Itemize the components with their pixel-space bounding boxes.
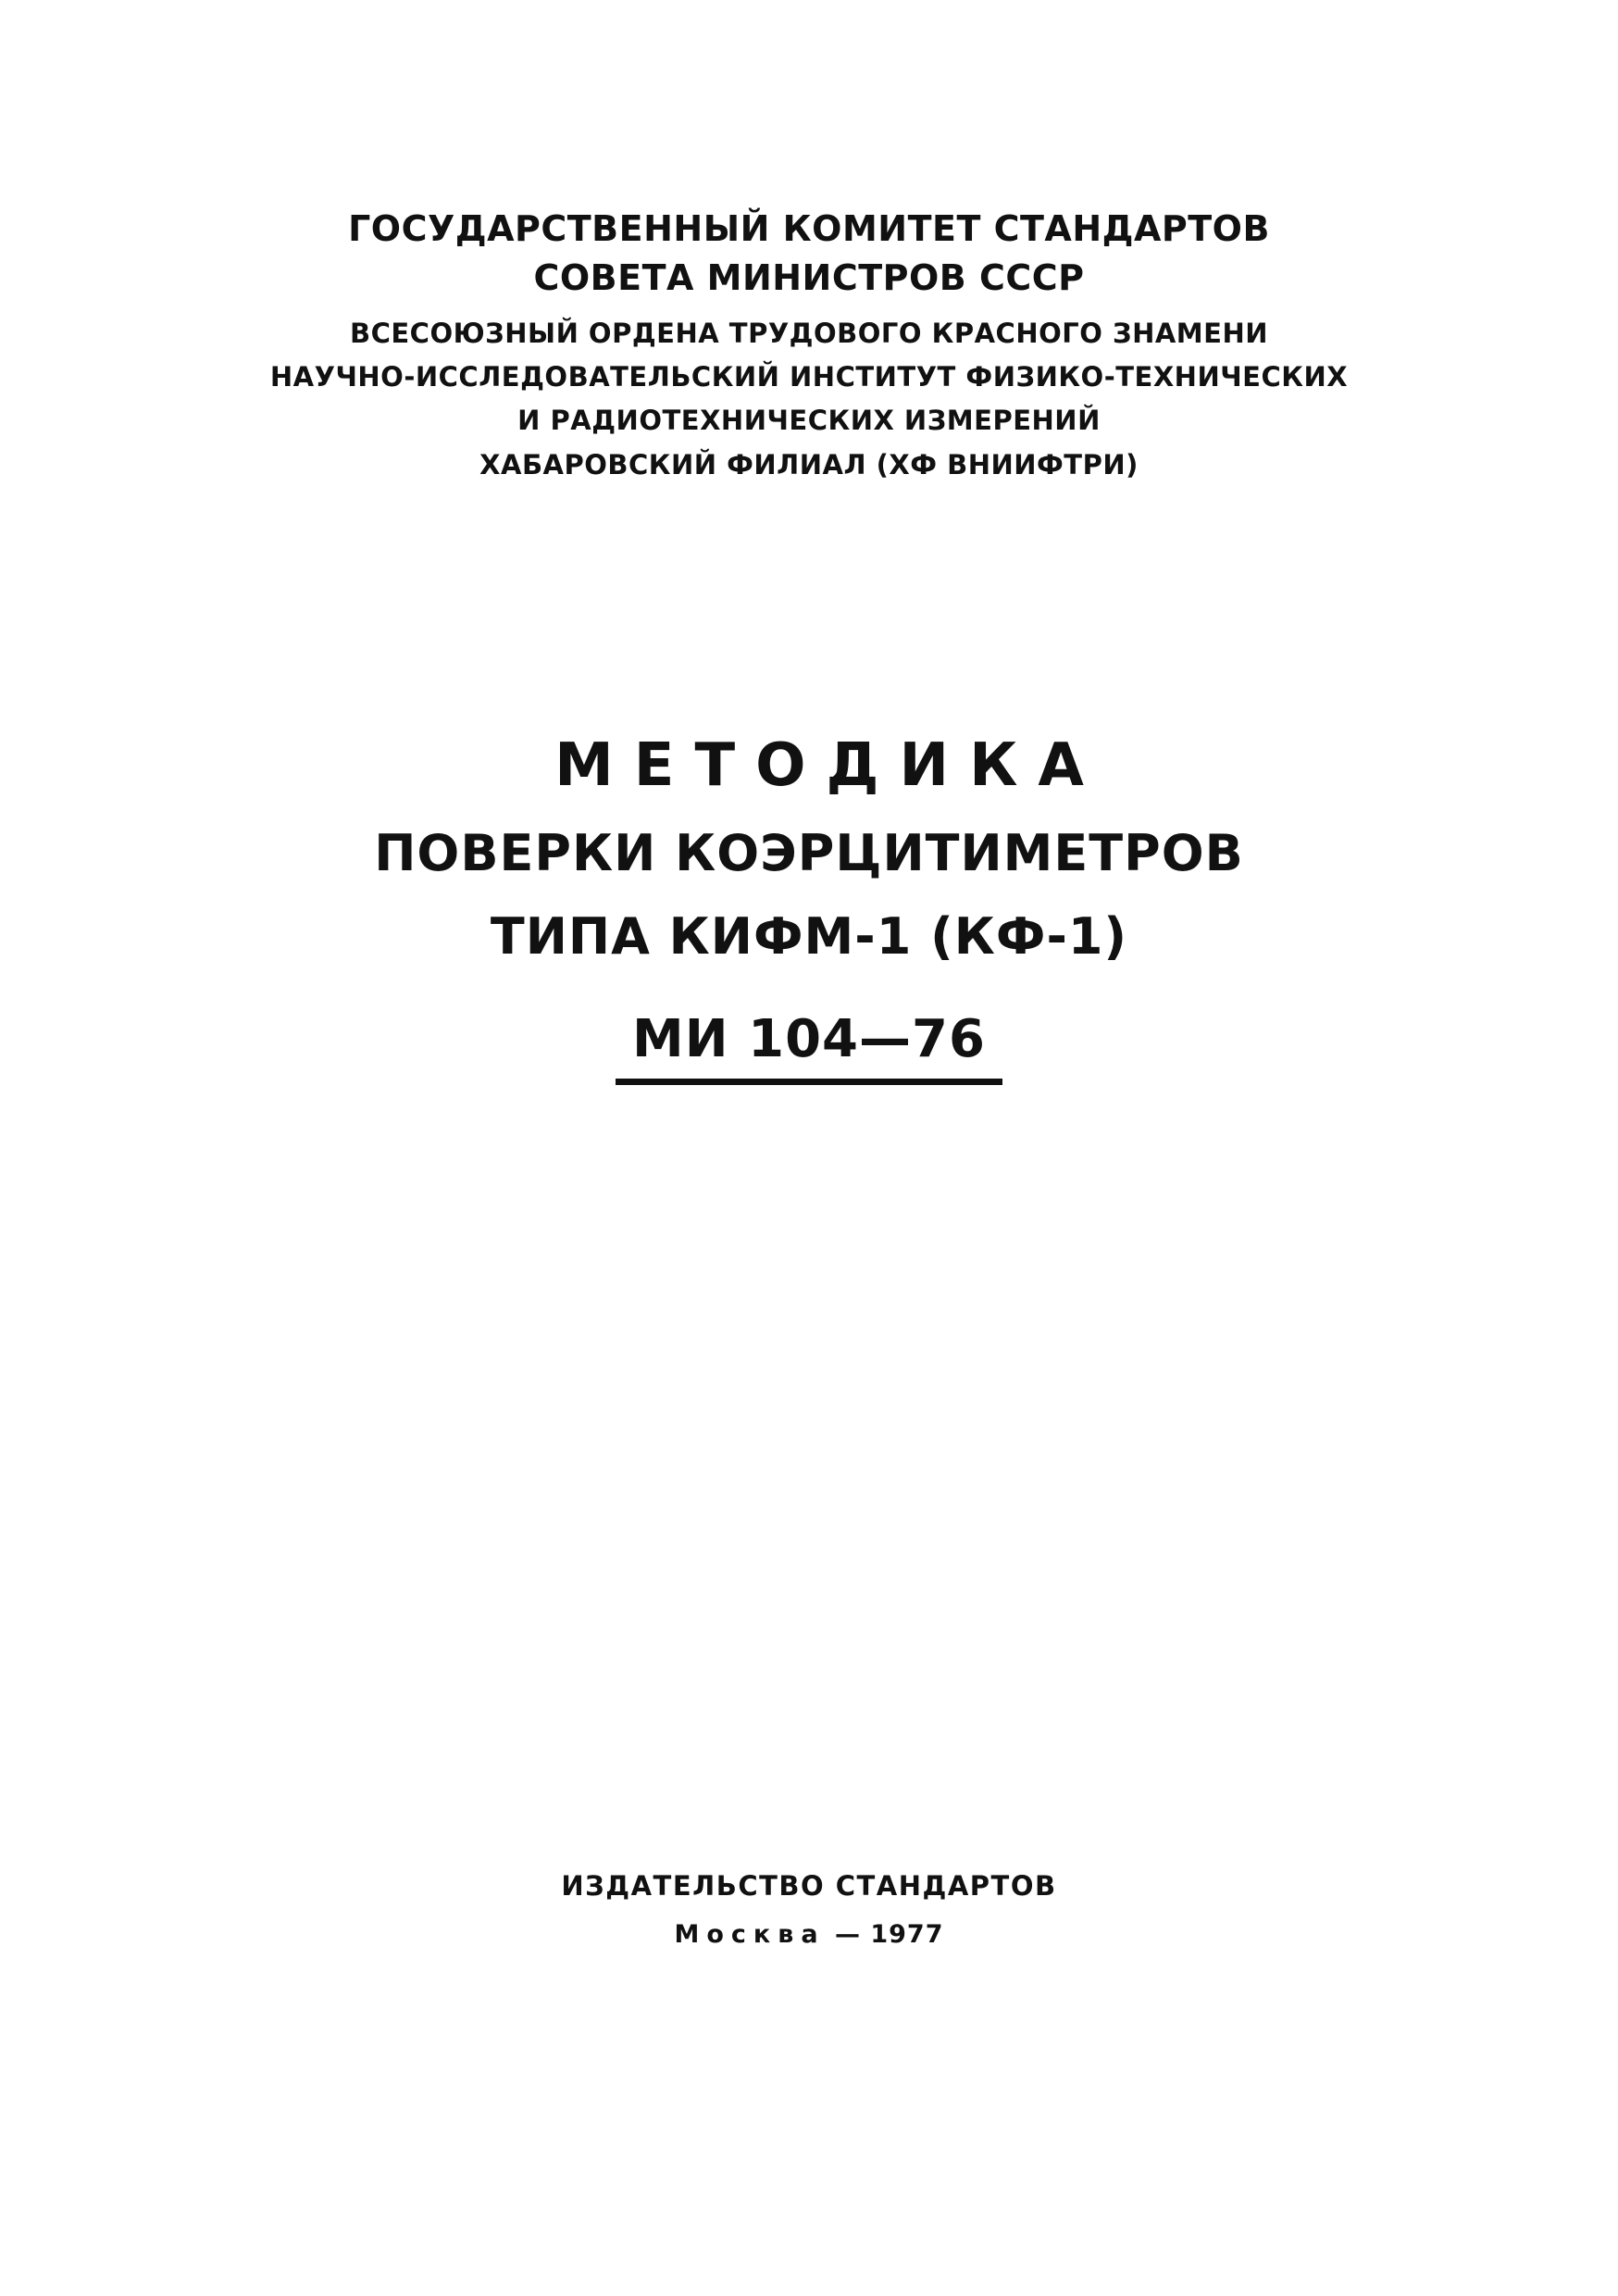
publication-year: 1977 <box>870 1920 944 1949</box>
institute-line-2: НАУЧНО-ИССЛЕДОВАТЕЛЬСКИЙ ИНСТИТУТ ФИЗИКО-ТЕХНИЧЕСКИХ <box>269 361 1349 393</box>
institute-line-4: ХАБАРОВСКИЙ ФИЛИАЛ (ХФ ВНИИФТРИ) <box>479 449 1139 480</box>
publisher-city: Москва <box>674 1920 826 1949</box>
publisher-name: ИЗДАТЕЛЬСТВО СТАНДАРТОВ <box>561 1870 1057 1902</box>
document-code-block <box>0 1009 1618 1085</box>
document-subtitle-line-2: ТИПА КИФМ-1 (КФ-1) <box>490 907 1128 966</box>
org-name-line-1: ГОСУДАРСТВЕННЫЙ КОМИТЕТ СТАНДАРТОВ <box>348 208 1270 249</box>
document-title: МЕТОДИКА <box>554 731 1104 800</box>
document-code: МИ 104—76 <box>616 1014 1002 1085</box>
publisher-imprint <box>0 1922 1618 1947</box>
institute-line-3: И РАДИОТЕХНИЧЕСКИХ ИЗМЕРЕНИЙ <box>517 405 1101 436</box>
document-subtitle-line-1: ПОВЕРКИ КОЭРЦИТИМЕТРОВ <box>374 824 1244 882</box>
imprint-separator: — <box>825 1920 871 1949</box>
institute-line-1: ВСЕСОЮЗНЫЙ ОРДЕНА ТРУДОВОГО КРАСНОГО ЗНАМЕНИ <box>349 318 1269 349</box>
org-name-line-2: СОВЕТА МИНИСТРОВ СССР <box>533 257 1085 298</box>
